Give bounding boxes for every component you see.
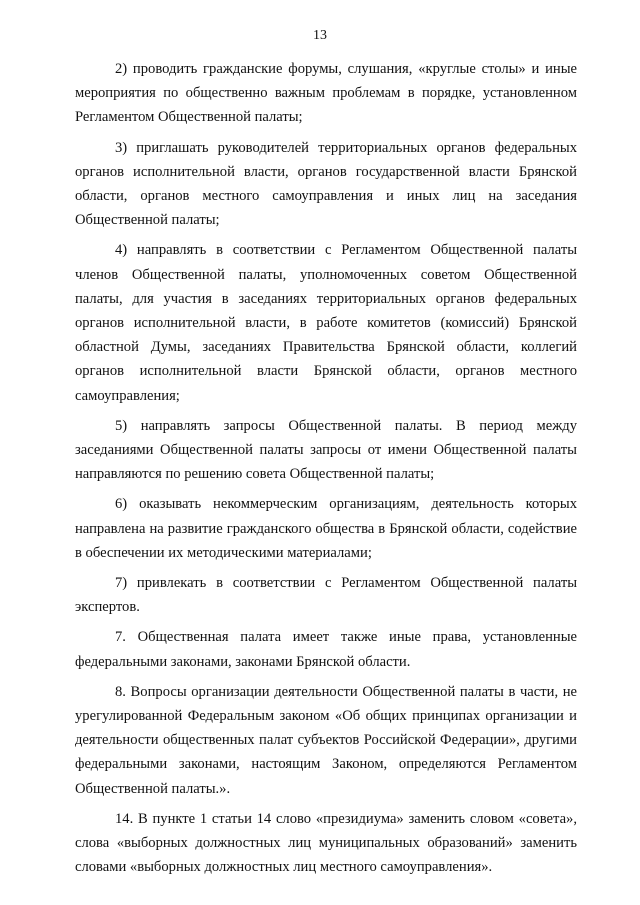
paragraph-item-2: 2) проводить гражданские форумы, слушания, «круглые столы» и иные мероприятия по общественно важным проблемам в порядке, установленном Регламентом Общественной палаты; [75, 61, 577, 126]
paragraph-part-8: 8. Вопросы организации деятельности Общественной палаты в части, не урегулированной Федеральным законом «Об общих принципах организации и деятельности общественных палат субъектов Российской Федерации», другими федеральными законами, настоящим Законом, определяются Регламентом Общественной палаты.». [75, 683, 577, 797]
paragraph-item-7: 7) привлекать в соответствии с Регламентом Общественной палаты экспертов. [75, 575, 577, 616]
paragraph-item-6: 6) оказывать некоммерческим организациям, деятельность которых направлена на развитие гражданского общества в Брянской области, содействие в обеспечении их методическими материалами; [75, 496, 577, 561]
document-body [75, 57, 577, 886]
paragraph-item-4: 4) направлять в соответствии с Регламентом Общественной палаты членов Общественной палаты, уполномоченных советом Общественной палаты, для участия в заседаниях территориальных органов федеральных органов исполнительной власти, в работе комитетов (комиссий) Брянской областной Думы, заседаниях Правительства Брянской области, коллегий органов исполнительной власти Брянской области, органов местного самоуправления; [75, 242, 577, 404]
page-number: 13 [313, 28, 327, 43]
paragraph-point-14: 14. В пункте 1 статьи 14 слово «президиума» заменить словом «совета», слова «выборных должностных лиц муниципальных образований» заменить словами «выборных должностных лиц местного самоуправления». [75, 810, 577, 876]
paragraph-item-5: 5) направлять запросы Общественной палаты. В период между заседаниями Общественной палаты запросы от имени Общественной палаты направляются по решению совета Общественной палаты; [75, 417, 577, 483]
paragraph-item-3: 3) приглашать руководителей территориальных органов федеральных органов исполнительной власти, органов государственной власти Брянской области, органов местного самоуправления и иных лиц на заседания Общественной палаты; [75, 139, 577, 229]
paragraph-part-7: 7. Общественная палата имеет также иные права, установленные федеральными законами, законами Брянской области. [75, 629, 577, 670]
